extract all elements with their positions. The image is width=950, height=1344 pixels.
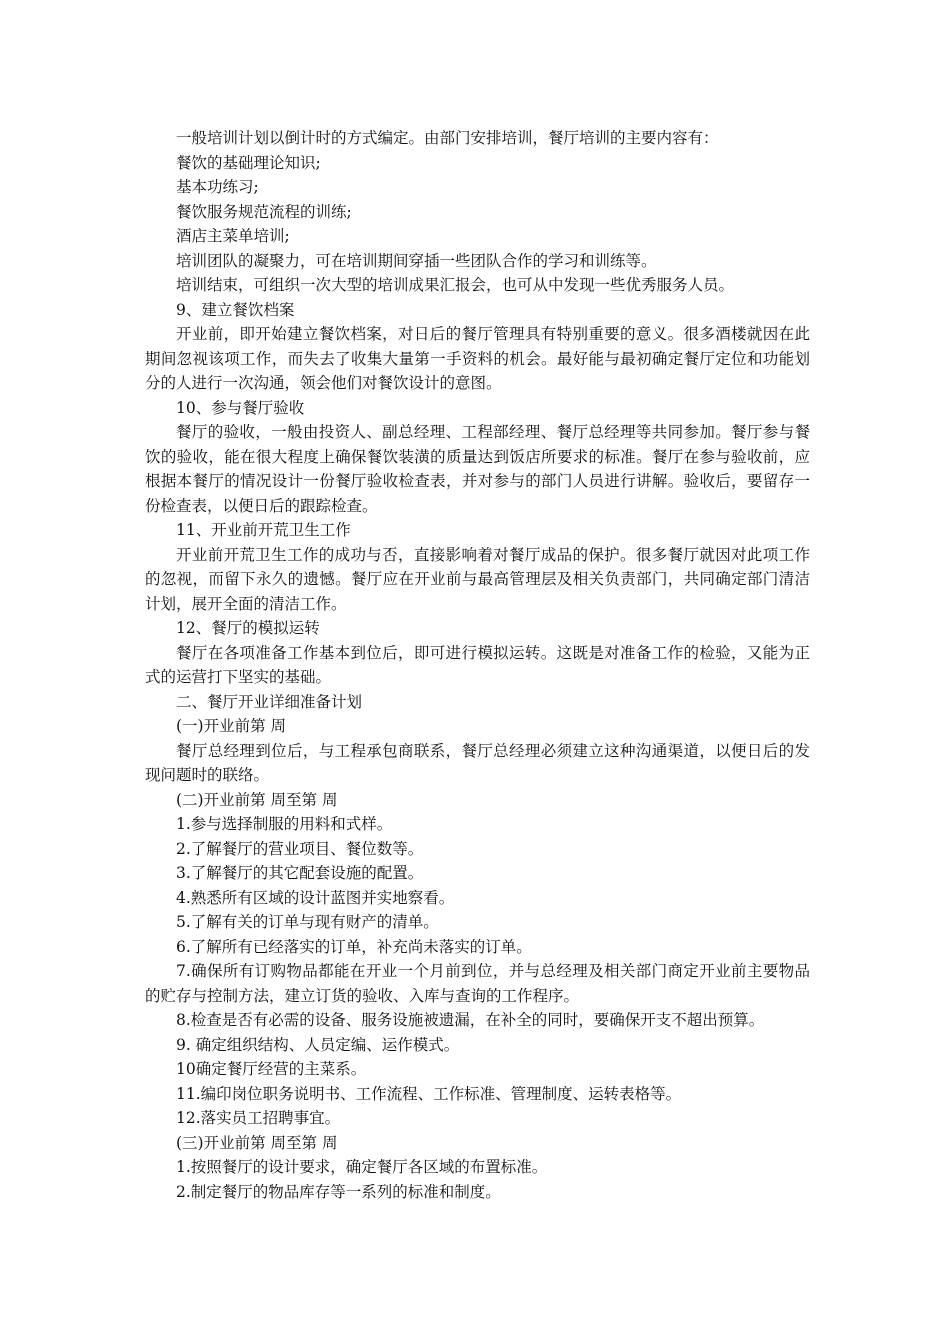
section-heading: 10、参与餐厅验收 [176, 398, 305, 417]
list-item: 6.了解所有已经落实的订单，补充尚未落实的订单。 [176, 937, 532, 956]
list-item: 3.了解餐厅的其它配套设施的配置。 [176, 864, 424, 882]
paragraph: 一般培训计划以倒计时的方式编定。由部门安排培训，餐厅培训的主要内容有： [176, 129, 719, 147]
list-item: 10确定餐厅经营的主菜系。 [176, 1060, 367, 1078]
list-item: 7.确保所有订购物品都能在开业一个月前到位，并与总经理及相关部门商定开业前主要物品的贮存与控制方法，建立订货的验收、入库与查询的工作程序。 [145, 962, 810, 1005]
subsection-heading: (一)开业前第 周 [176, 717, 287, 735]
paragraph: 餐厅的验收，一般由投资人、副总经理、工程部经理、餐厅总经理等共同参加。餐厅参与餐饮的验收，能在很大程度上确保餐饮装潢的质量达到饭店所要求的标准。餐厅在参与验收前，应根据本餐厅的情况设计一份餐厅验收检查表，并对参与的部门人员进行讲解。验收后，要留存一份检查表，以便日后的跟踪检查。 [145, 423, 810, 515]
list-item: 1.按照餐厅的设计要求，确定餐厅各区域的布置标准。 [176, 1158, 548, 1176]
list-item: 12.落实员工招聘事宜。 [176, 1109, 341, 1127]
list-item: 1.参与选择制服的用料和式样。 [176, 815, 393, 833]
list-item: 4.熟悉所有区域的设计蓝图并实地察看。 [176, 888, 455, 907]
section-heading: 11、开业前开荒卫生工作 [176, 521, 351, 539]
paragraph: 餐厅在各项准备工作基本到位后，即可进行模拟运转。这既是对准备工作的检验，又能为正式的运营打下坚实的基础。 [145, 643, 810, 686]
list-item: 5.了解有关的订单与现有财产的清单。 [176, 913, 439, 931]
paragraph: 酒店主菜单培训; [176, 227, 290, 245]
paragraph: 培训团队的凝聚力，可在培训期间穿插一些团队合作的学习和训练等。 [176, 251, 657, 270]
paragraph: 餐厅总经理到位后，与工程承包商联系，餐厅总经理必须建立这种沟通渠道，以便日后的发现问题时的联络。 [145, 741, 810, 784]
list-item: 2.了解餐厅的营业项目、餐位数等。 [176, 839, 424, 858]
paragraph: 开业前开荒卫生工作的成功与否，直接影响着对餐厅成品的保护。很多餐厅就因对此项工作的忽视，而留下永久的遗憾。餐厅应在开业前与最高管理层及相关负责部门，共同确定部门清洁计划，展开全面的清洁工作。 [145, 545, 810, 613]
paragraph: 开业前，即开始建立餐饮档案，对日后的餐厅管理具有特别重要的意义。很多酒楼就因在此期间忽视该项工作，而失去了收集大量第一手资料的机会。最好能与最初确定餐厅定位和功能划分的人进行一次沟通，领会他们对餐饮设计的意图。 [145, 325, 810, 392]
list-item: 9. 确定组织结构、人员定编、运作模式。 [176, 1035, 460, 1054]
subsection-heading: (二)开业前第 周至第 周 [176, 790, 338, 809]
paragraph: 基本功练习; [176, 178, 259, 196]
list-item: 2.制定餐厅的物品库存等一系列的标准和制度。 [176, 1182, 501, 1201]
paragraph: 餐饮的基础理论知识; [176, 153, 321, 172]
subsection-heading: (三)开业前第 周至第 周 [176, 1133, 338, 1152]
paragraph: 餐饮服务规范流程的训练; [176, 202, 352, 221]
section-heading: 9、建立餐饮档案 [176, 300, 295, 319]
document-body [145, 126, 810, 1204]
list-item: 11.编印岗位职务说明书、工作流程、工作标准、管理制度、运转表格等。 [176, 1084, 682, 1103]
paragraph: 培训结束，可组织一次大型的培训成果汇报会，也可从中发现一些优秀服务人员。 [176, 276, 735, 294]
section-heading: 二、餐厅开业详细准备计划 [176, 692, 363, 711]
list-item: 8.检查是否有必需的设备、服务设施被遗漏，在补全的同时，要确保开支不超出预算。 [176, 1011, 765, 1029]
section-heading: 12、餐厅的模拟运转 [176, 619, 320, 637]
